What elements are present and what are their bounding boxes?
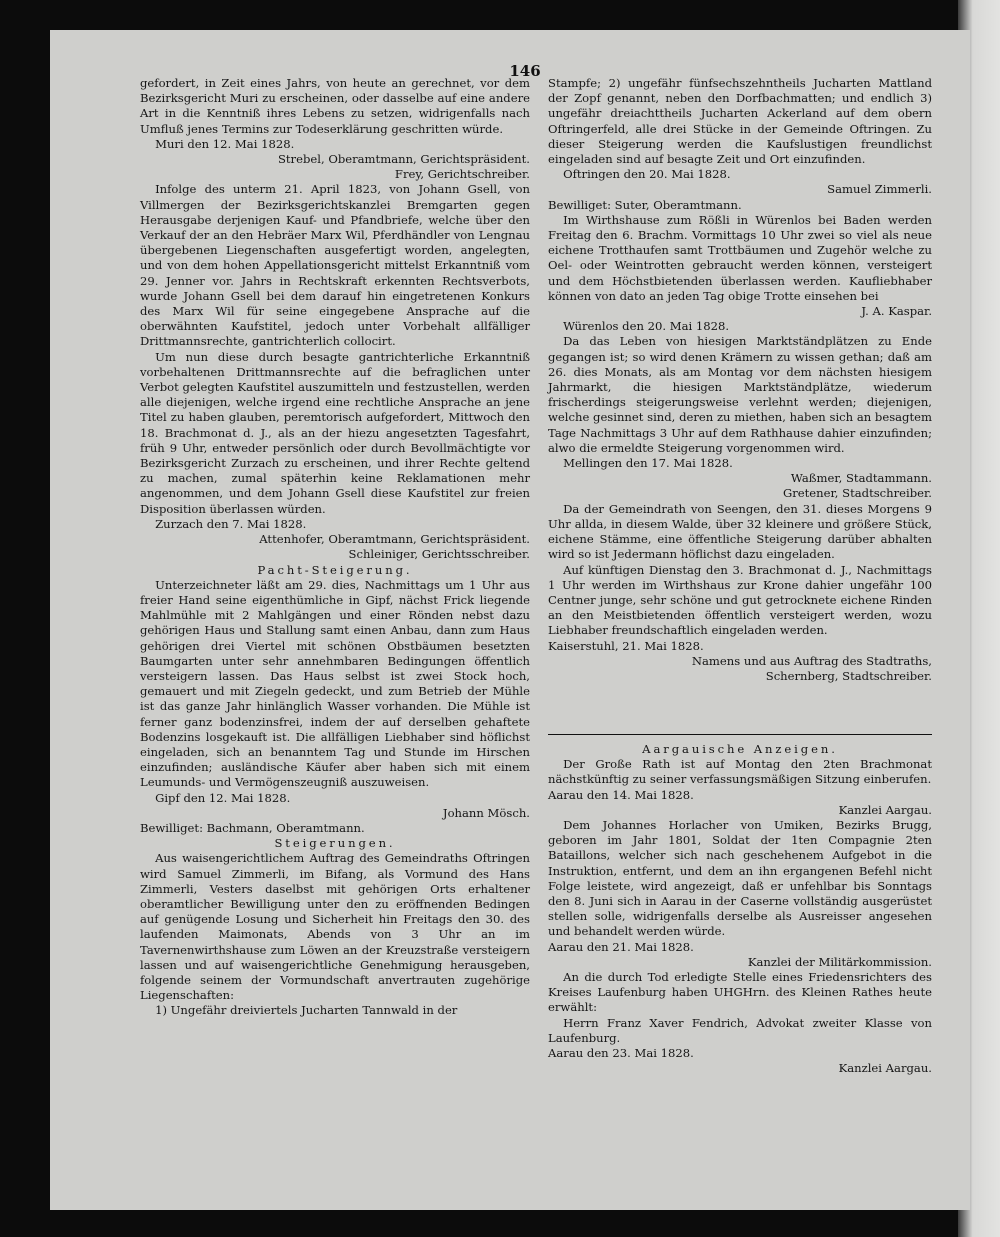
- text-paragraph: 1) Ungefähr dreiviertels Jucharten Tannwald in der: [155, 1003, 458, 1018]
- page-number: 146: [509, 62, 541, 80]
- text-paragraph: Herrn Franz Xaver Fendrich, Advokat zweiter Klasse von Laufenburg.: [548, 1015, 932, 1045]
- text-paragraph: Pacht-Steigerung.: [257, 562, 413, 577]
- text-paragraph: Frey, Gerichtschreiber.: [394, 167, 530, 182]
- text-paragraph: Aarau den 23. Mai 1828.: [548, 1046, 694, 1061]
- text-paragraph: Kanzlei Aargau.: [838, 802, 932, 817]
- text-paragraph: gefordert, in Zeit eines Jahrs, von heute an gerechnet, vor dem Bezirksgericht Muri zu erscheinen, oder dasselbe auf eine andere Art in die Kenntniß ihres Lebens zu setzen, widrigenfalls nach Umfluß jenes Termins zur Todeserklärung geschritten würde.: [140, 76, 530, 136]
- text-paragraph: Schernberg, Stadtschreiber.: [765, 668, 932, 683]
- right-column-lower: [548, 742, 932, 1076]
- left-column: [140, 76, 530, 1019]
- section-divider: [548, 734, 932, 735]
- text-paragraph: Da das Leben von hiesigen Marktständplätzen zu Ende gegangen ist; so wird denen Krämern zu wissen gethan; daß am 26. dies Monats, als am Montag vor dem nächsten hiesigem Jahrmarkt, die hiesigen Marktständplätze, wiederum frischerdings steigerungsweise verlehnt werden; diejenigen, welche gesinnet sind, deren zu miethen, haben sich an besagtem Tage Nachmittags 3 Uhr auf dem Rathhause dahier einzufinden; alwo die ermeldte Steigerung vorgenommen wird.: [548, 334, 932, 455]
- text-paragraph: Mellingen den 17. Mai 1828.: [563, 456, 733, 471]
- text-paragraph: Johann Mösch.: [442, 805, 530, 820]
- text-paragraph: Strebel, Oberamtmann, Gerichtspräsident.: [277, 152, 530, 167]
- text-paragraph: Bewilliget: Bachmann, Oberamtmann.: [140, 820, 365, 835]
- text-paragraph: Oftringen den 20. Mai 1828.: [563, 167, 731, 182]
- text-paragraph: Um nun diese durch besagte gantrichterliche Erkanntniß vorbehaltenen Drittmannsrechte auf die befraglichen unter Verbot gelegten Kaufstitel auszumitteln und festzustellen, werden alle diejenigen, welche irgend eine rechtliche Ansprache an jene Titel zu haben glauben, peremtorisch aufgefordert, Mittwoch den 18. Brachmonat d. J., als an der hiezu angesetzten Tagesfahrt, früh 9 Uhr, entweder persönlich oder durch Bevollmächtigte vor Bezirksgericht Zurzach zu erscheinen, und ihrer Rechte geltend zu machen, zumal späterhin keine Reklamationen mehr angenommen, und dem Johann Gsell diese Kaufstitel zur freien Disposition überlassen würden.: [140, 349, 530, 516]
- text-paragraph: Kaiserstuhl, 21. Mai 1828.: [548, 638, 704, 653]
- text-paragraph: Kanzlei Aargau.: [838, 1061, 932, 1076]
- text-paragraph: Kanzlei der Militärkommission.: [747, 954, 932, 969]
- text-paragraph: Gipf den 12. Mai 1828.: [155, 790, 291, 805]
- text-paragraph: Im Wirthshause zum Rößli in Würenlos bei Baden werden Freitag den 6. Brachm. Vormittags 10 Uhr zwei so viel als neue eichene Trotthaufen samt Trottbäumen und Zugehör welche zu Oel- oder Weintrotten gebraucht werden können, versteigert und dem Höchstbietenden überlassen werden. Kaufliebhaber können von dato an jeden Tag obige Trotte einsehen bei: [548, 212, 932, 303]
- text-paragraph: Attenhofer, Oberamtmann, Gerichtspräsident.: [259, 532, 530, 547]
- text-paragraph: Zurzach den 7. Mai 1828.: [155, 516, 307, 531]
- text-paragraph: Unterzeichneter läßt am 29. dies, Nachmittags um 1 Uhr aus freier Hand seine eigenthümliche in Gipf, nächst Frick liegende Mahlmühle mit 2 Mahlgängen und einer Rönden nebst dazu gehörigen Haus und Stallung samt einen Anbau, dann zum Haus gehörigen drei Viertel mit schönen Obstbäumen besetzten Baumgarten unter sehr annehmbaren Bedingungen öffentlich versteigern lassen. Das Haus selbst ist zwei Stock hoch, gemauert und mit Ziegeln gedeckt, und zum Betrieb der Mühle ist das ganze Jahr hinlänglich Wasser vorhanden. Die Mühle ist ferner ganz bodenzinsfrei, indem der auf derselben gehaftete Bodenzins losgekauft ist. Die allfälligen Liebhaber sind höflichst eingeladen, sich an benanntem Tag und Stunde im Hirschen einzufinden; ausländische Käufer aber haben sich mit einem Leumunds- und Vermögenszeugniß auszuweisen.: [140, 577, 530, 790]
- text-paragraph: Infolge des unterm 21. April 1823, von Johann Gsell, von Villmergen der Bezirksgerichtskanzlei Bremgarten gegen Herausgabe derjenigen Kauf- und Pfandbriefe, welche über den Verkauf der an den Hebräer Marx Wil, Pferdhändler von Lengnau übergebenen Liegenschaften ausgefertigt worden, angelegten, und von dem hohen Appellationsgericht mittelst Erkanntniß vom 29. Jenner vor. Jahrs in Rechtskraft erkennten Rechtsverbots, wurde Johann Gsell bei dem darauf hin eingetretenen Konkurs des Marx Wil für seine eingegebene Ansprache auf die oberwähnten Kaufstitel, jedoch unter Vorbehalt allfälliger Drittmannsrechte, gantrichterlich collocirt.: [140, 182, 530, 349]
- text-paragraph: Namens und aus Auftrag des Stadtraths,: [691, 653, 932, 668]
- text-paragraph: Aarau den 14. Mai 1828.: [548, 787, 694, 802]
- text-paragraph: Stampfe; 2) ungefähr fünfsechszehntheils Jucharten Mattland der Zopf genannt, neben den Dorfbachmatten; und endlich 3) ungefähr dreiachttheils Jucharten Ackerland auf dem obern Oftringerfeld, alle drei Stücke in der Gemeinde Oftringen. Zu dieser Steigerung werden die Kaufslustigen freundlichst eingeladen sind auf besagte Zeit und Ort einzufinden.: [548, 76, 932, 167]
- text-paragraph: Schleiniger, Gerichtsschreiber.: [348, 547, 530, 562]
- text-paragraph: Auf künftigen Dienstag den 3. Brachmonat d. J., Nachmittags 1 Uhr werden im Wirthshaus zur Krone dahier ungefähr 100 Centner junge, sehr schöne und gut getrocknete eichene Rinden an den Meistbietenden öffentlich versteigert werden, wozu Liebhaber freundschaftlich eingeladen werden.: [548, 562, 932, 638]
- text-paragraph: An die durch Tod erledigte Stelle eines Friedensrichters des Kreises Laufenburg haben UHGHrn. des Kleinen Rathes heute erwählt:: [548, 970, 932, 1015]
- text-paragraph: Aargauische Anzeigen.: [642, 742, 838, 756]
- text-paragraph: Würenlos den 20. Mai 1828.: [563, 319, 730, 334]
- text-paragraph: Gretener, Stadtschreiber.: [782, 486, 932, 501]
- text-paragraph: Samuel Zimmerli.: [827, 182, 932, 197]
- text-paragraph: Der Große Rath ist auf Montag den 2ten Brachmonat nächstkünftig zu seiner verfassungsmäßigen Sitzung einberufen.: [548, 757, 932, 787]
- text-paragraph: J. A. Kaspar.: [861, 304, 932, 319]
- text-paragraph: Bewilliget: Suter, Oberamtmann.: [548, 197, 742, 212]
- text-paragraph: Muri den 12. Mai 1828.: [155, 136, 295, 151]
- text-paragraph: Aus waisengerichtlichem Auftrag des Gemeindraths Oftringen wird Samuel Zimmerli, im Bifang, als Vormund des Hans Zimmerli, Vesters daselbst mit gehörigen Orts erhaltener oberamtlicher Bewilligung unter den zu eröffnenden Bedingen auf genügende Losung und Sicherheit hin Freitags den 30. des laufenden Maimonats, Abends von 3 Uhr an im Tavernenwirthshause zum Löwen an der Kreuzstraße versteigern lassen und auf waisengerichtliche Genehmigung herausgeben, folgende seinem der Vormundschaft anvertrauten zugehörige Liegenschaften:: [140, 851, 530, 1003]
- text-paragraph: Dem Johannes Horlacher von Umiken, Bezirks Brugg, geboren im Jahr 1801, Soldat der 1ten Compagnie 2ten Bataillons, welcher sich nach geschehenem Aufgebot in die Instruktion, entfernt, und dem an ihn ergangenen Befehl nicht Folge leistete, wird angezeigt, daß er unfehlbar bis Sonntags den 8. Juni sich in Aarau in der Caserne vollständig ausgerüstet stellen solle, widrigenfalls derselbe als Ausreisser angesehen und behandelt werden würde.: [548, 818, 932, 939]
- right-column: [548, 76, 932, 684]
- text-paragraph: Aarau den 21. Mai 1828.: [548, 939, 694, 954]
- text-paragraph: Da der Gemeindrath von Seengen, den 31. dieses Morgens 9 Uhr allda, in diesem Walde, über 32 kleinere und größere Stück, eichene Stämme, eine öffentliche Steigerung darüber abhalten wird so ist Jedermann höflichst dazu eingeladen.: [548, 501, 932, 562]
- text-paragraph: Waßmer, Stadtammann.: [790, 471, 932, 486]
- text-paragraph: Steigerungen.: [274, 836, 396, 851]
